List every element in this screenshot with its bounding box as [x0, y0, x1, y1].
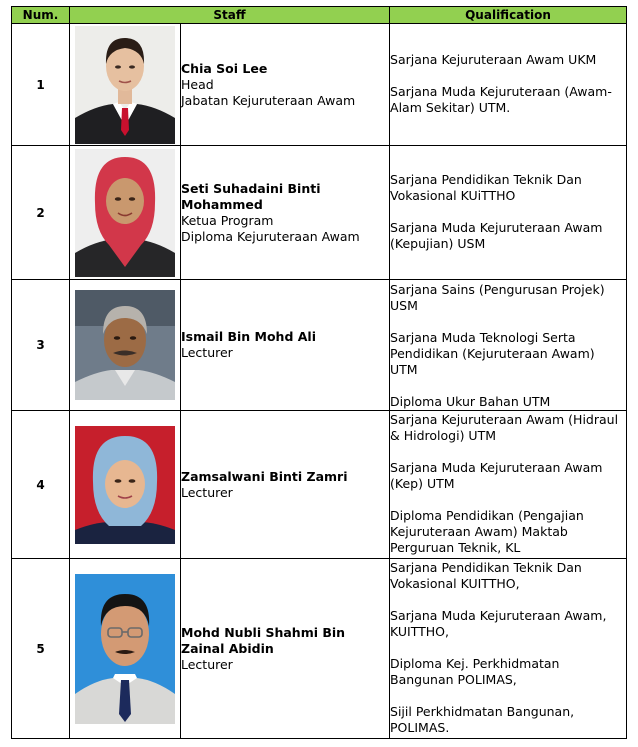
staff-info: [181, 280, 390, 411]
table-row: [12, 411, 627, 559]
row-number: 5: [12, 559, 70, 739]
staff-info: [181, 146, 390, 280]
row-number: 2: [12, 146, 70, 280]
header-num: Num.: [12, 7, 70, 24]
staff-name: Seti Suhadaini Binti Mohammed: [181, 180, 321, 212]
qualification-item: Sijil Perkhidmatan Bangunan, POLIMAS.: [390, 704, 575, 735]
row-number: 3: [12, 280, 70, 411]
qualification-item: Sarjana Kejuruteraan Awam UKM: [390, 52, 597, 67]
staff-info: [181, 559, 390, 739]
staff-name: Zamsalwani Binti Zamri: [181, 468, 348, 484]
qualification-cell: [390, 559, 627, 739]
staff-photo: [75, 290, 175, 400]
header-row: [12, 7, 627, 24]
staff-position: Head: [181, 76, 214, 92]
staff-department: Diploma Kejuruteraan Awam: [181, 228, 360, 244]
staff-info: [181, 411, 390, 559]
photo-cell: [70, 411, 181, 559]
qualification-cell: [390, 280, 627, 411]
staff-photo: [75, 149, 175, 277]
table-row: [12, 146, 627, 280]
staff-info: [181, 24, 390, 146]
staff-photo: [75, 26, 175, 144]
qualification-cell: [390, 24, 627, 146]
qualification-item: Sarjana Muda Teknologi Serta Pendidikan (Kejuruteraan Awam) UTM: [390, 330, 595, 377]
row-number: 4: [12, 411, 70, 559]
row-number: 1: [12, 24, 70, 146]
qualification-item: Sarjana Kejuruteraan Awam (Hidraul & Hidrologi) UTM: [390, 412, 619, 443]
photo-cell: [70, 24, 181, 146]
staff-table: [11, 6, 627, 739]
table-row: [12, 559, 627, 739]
qualification-item: Sarjana Pendidikan Teknik Dan Vokasional KUiTTHO: [390, 172, 582, 203]
qualification-cell: [390, 411, 627, 559]
staff-department: Jabatan Kejuruteraan Awam: [181, 92, 356, 108]
qualification-item: Diploma Ukur Bahan UTM: [390, 394, 551, 409]
header-staff: Staff: [70, 7, 390, 24]
staff-position: Ketua Program: [181, 212, 274, 228]
table-row: [12, 280, 627, 411]
qualification-cell: [390, 146, 627, 280]
photo-cell: [70, 280, 181, 411]
staff-name: Mohd Nubli Shahmi Bin Zainal Abidin: [181, 624, 346, 656]
qualification-item: Sarjana Muda Kejuruteraan (Awam- Alam Sekitar) UTM.: [390, 84, 612, 115]
staff-position: Lecturer: [181, 484, 233, 500]
qualification-item: Sarjana Pendidikan Teknik Dan Vokasional KUITTHO,: [390, 560, 582, 591]
staff-photo: [75, 426, 175, 544]
staff-position: Lecturer: [181, 656, 233, 672]
qualification-item: Sarjana Muda Kejuruteraan Awam (Kepujian) USM: [390, 220, 603, 251]
photo-cell: [70, 559, 181, 739]
staff-name: Ismail Bin Mohd Ali: [181, 329, 317, 344]
header-qualification: Qualification: [390, 7, 627, 24]
qualification-item: Sarjana Muda Kejuruteraan Awam, KUITTHO,: [390, 608, 607, 639]
photo-cell: [70, 146, 181, 280]
staff-name: Chia Soi Lee: [181, 60, 268, 76]
staff-position: Lecturer: [181, 345, 233, 360]
qualification-item: Diploma Kej. Perkhidmatan Bangunan POLIMAS,: [390, 656, 560, 687]
staff-photo: [75, 574, 175, 724]
qualification-item: Sarjana Muda Kejuruteraan Awam (Kep) UTM: [390, 460, 603, 491]
qualification-item: Sarjana Sains (Pengurusan Projek) USM: [390, 282, 605, 313]
table-row: [12, 24, 627, 146]
qualification-item: Diploma Pendidikan (Pengajian Kejuruteraan Awam) Maktab Perguruan Teknik, KL: [390, 508, 584, 555]
